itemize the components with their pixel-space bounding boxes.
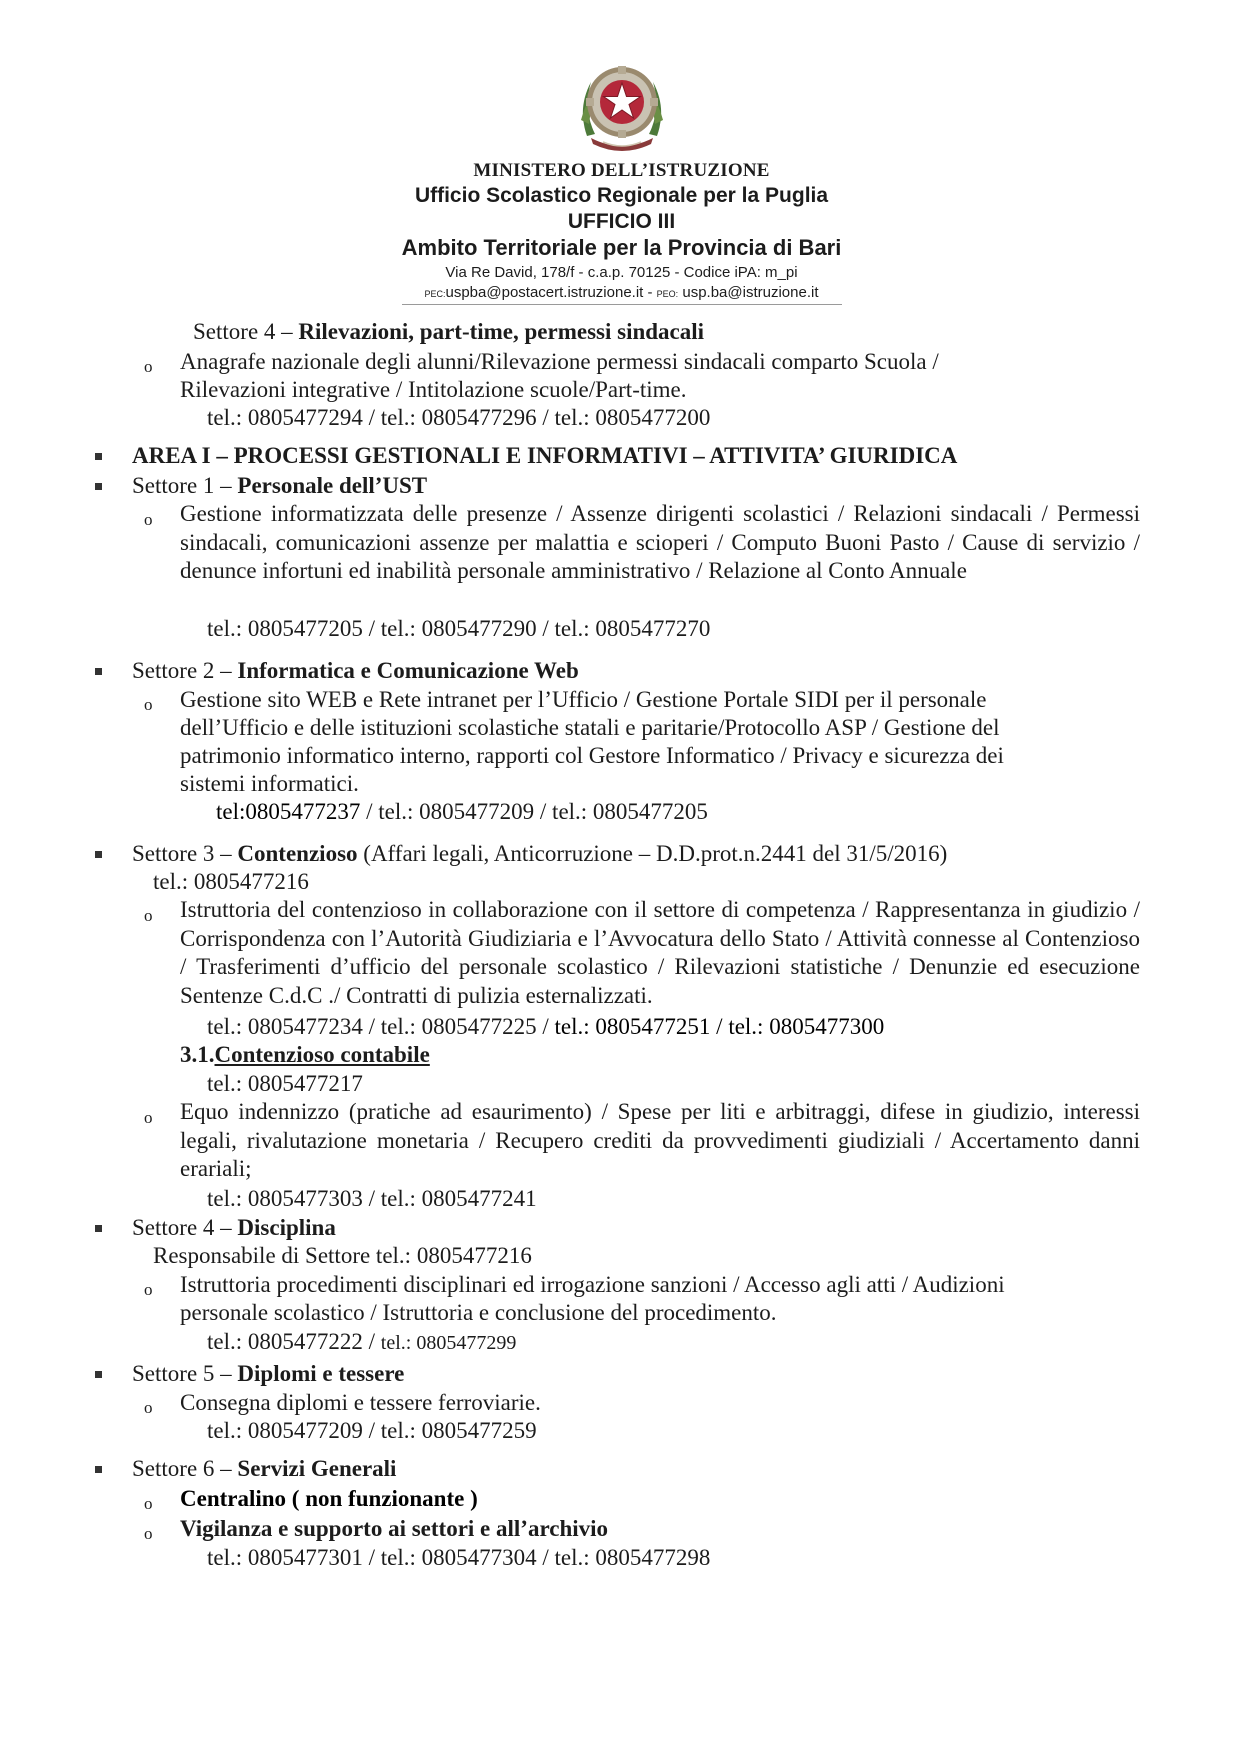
subsection-description: Equo indennizzo (pratiche ad esaurimento) / Spese per liti e arbitraggi, difese in giudizio, interessi legali, rivalutazione monetaria / Recupero crediti da provvedimenti giudiziali / Accertamento danni erariali; (180, 1099, 1140, 1181)
phone-number: tel.: 0805477222 / (207, 1329, 381, 1354)
phone-number: tel:0805477237 (216, 799, 361, 824)
circle-bullet-icon: o (144, 1524, 153, 1543)
sector-description-line: dell’Ufficio e delle istituzioni scolastiche statali e paritarie/Protocollo ASP / Gestione del (180, 715, 1000, 740)
phone-numbers (207, 1327, 516, 1358)
contact-separator: - (643, 284, 657, 301)
sector-description-line: Gestione sito WEB e Rete intranet per l’Ufficio / Gestione Portale SIDI per il personale (180, 687, 987, 712)
square-bullet-icon (95, 851, 102, 858)
circle-bullet-icon: o (144, 1494, 153, 1513)
sector-description-line: Istruttoria procedimenti disciplinari ed irrogazione sanzioni / Accesso agli atti / Audizioni (180, 1272, 1005, 1297)
office-address: Via Re David, 178/f - c.a.p. 70125 - Codice iPA: m_pi (445, 264, 798, 281)
phone-numbers: tel.: 0805477205 / tel.: 0805477290 / tel.: 0805477270 (207, 616, 711, 641)
pec-email-link[interactable]: uspba@postacert.istruzione.it (445, 284, 644, 301)
subsection-title: Contenzioso contabile (214, 1042, 430, 1067)
phone-numbers: tel.: 0805477301 / tel.: 0805477304 / tel.: 0805477298 (207, 1545, 711, 1570)
ministry-title: MINISTERO DELL’ISTRUZIONE (473, 160, 770, 181)
sector-title: Contenzioso (237, 841, 358, 866)
sector-prefix: Settore 6 – (132, 1456, 238, 1481)
sector-description: Gestione informatizzata delle presenze / Assenze dirigenti scolastici / Relazioni sindacali / Permessi sindacali, comunicazioni assenze per malattia e scioperi / Computo Buoni Pasto / Cause di servizio / denunce infortuni ed inabilità personale amministrativo / Relazione al Conto Annuale (180, 501, 1140, 583)
section-title: Rilevazioni, part-time, permessi sindacali (298, 319, 705, 344)
circle-bullet-icon: o (144, 510, 153, 529)
sector-title: Personale dell’UST (237, 473, 428, 498)
office-contacts (0, 284, 1243, 301)
circle-bullet-icon: o (144, 357, 153, 376)
subsection-heading (180, 1040, 430, 1069)
sector-description: Istruttoria del contenzioso in collaborazione con il settore di competenza / Rappresentanza in giudizio / Corrispondenza con l’Autorità Giudiziaria e l’Avvocatura dello Stato / Attività connesse al Contenzioso / Trasferimenti d’ufficio del personale scolastico / Rilevazioni statistiche / Denunzie ed esecuzione Sentenze C.d.C ./ Contratti di pulizia esternalizzati. (180, 897, 1140, 1009)
area-title: AREA I – PROCESSI GESTIONALI E INFORMATIVI – ATTIVITA’ GIURIDICA (132, 443, 958, 468)
square-bullet-icon (95, 453, 102, 460)
subsection-number: 3.1. (180, 1042, 215, 1067)
square-bullet-icon (95, 1225, 102, 1232)
phone-number: / tel.: 0805477209 / tel.: 0805477205 (360, 799, 708, 824)
sector-heading (132, 1454, 396, 1483)
list-item: Centralino ( non funzionante ) (180, 1486, 478, 1511)
square-bullet-icon (95, 668, 102, 675)
phone-number: tel.: 0805477299 (380, 1332, 517, 1354)
square-bullet-icon (95, 483, 102, 490)
circle-bullet-icon: o (144, 1398, 153, 1417)
sector-prefix: Settore 4 – (132, 1215, 238, 1240)
phone-numbers (207, 1012, 884, 1041)
circle-bullet-icon: o (144, 695, 153, 714)
sector-heading (132, 656, 579, 685)
italian-republic-emblem-icon (573, 58, 671, 158)
circle-bullet-icon: o (144, 1280, 153, 1299)
peo-label: PEO: (656, 289, 679, 299)
sector-note: (Affari legali, Anticorruzione – D.D.prot.n.2441 del 31/5/2016) (357, 841, 948, 866)
phone-number: tel.: 0805477234 / tel.: 0805477225 / (207, 1014, 555, 1039)
sector-title: Diplomi e tessere (237, 1361, 405, 1386)
phone-number: tel.: 0805477251 / tel.: 0805477300 (554, 1014, 885, 1039)
sector-heading (132, 1213, 336, 1242)
list-item: Consegna diplomi e tessere ferroviarie. (180, 1390, 541, 1415)
phone-numbers: tel.: 0805477217 (207, 1071, 363, 1096)
circle-bullet-icon: o (144, 1108, 153, 1127)
sector-description-line: sistemi informatici. (180, 771, 359, 796)
phone-numbers: tel.: 0805477216 (153, 869, 309, 894)
list-item: Vigilanza e supporto ai settori e all’archivio (180, 1516, 609, 1541)
section-heading (193, 317, 704, 346)
square-bullet-icon (95, 1371, 102, 1378)
list-item: Anagrafe nazionale degli alunni/Rilevazione permessi sindacali comparto Scuola / (180, 349, 939, 374)
sector-title: Informatica e Comunicazione Web (237, 658, 579, 683)
phone-numbers: tel.: 0805477303 / tel.: 0805477241 (207, 1186, 537, 1211)
sector-description-line: personale scolastico / Istruttoria e conclusione del procedimento. (180, 1300, 777, 1325)
sector-title: Disciplina (237, 1215, 336, 1240)
list-item-continuation: Rilevazioni integrative / Intitolazione scuole/Part-time. (180, 377, 687, 402)
office-unit: UFFICIO III (567, 210, 676, 233)
peo-email-link[interactable]: usp.ba@istruzione.it (682, 284, 819, 301)
sector-prefix: Settore 5 – (132, 1361, 238, 1386)
sector-heading (132, 1359, 404, 1388)
sector-heading (132, 471, 427, 500)
phone-numbers: tel.: 0805477209 / tel.: 0805477259 (207, 1418, 537, 1443)
header-divider (402, 304, 842, 305)
territorial-area-title: Ambito Territoriale per la Provincia di Bari (401, 235, 842, 260)
square-bullet-icon (95, 1466, 102, 1473)
sector-prefix: Settore 2 – (132, 658, 238, 683)
sector-description-line: patrimonio informatico interno, rapporti col Gestore Informatico / Privacy e sicurezza dei (180, 743, 1004, 768)
sector-prefix: Settore 3 – (132, 841, 238, 866)
sector-heading (132, 839, 947, 868)
regional-office-title: Ufficio Scolastico Regionale per la Puglia (414, 184, 829, 207)
sector-responsible: Responsabile di Settore tel.: 0805477216 (153, 1243, 532, 1268)
section-prefix: Settore 4 – (193, 319, 299, 344)
circle-bullet-icon: o (144, 906, 153, 925)
sector-title: Servizi Generali (237, 1456, 397, 1481)
phone-numbers: tel.: 0805477294 / tel.: 0805477296 / tel.: 0805477200 (207, 405, 711, 430)
phone-numbers (216, 797, 708, 826)
sector-prefix: Settore 1 – (132, 473, 238, 498)
pec-label: PEC: (424, 289, 446, 299)
